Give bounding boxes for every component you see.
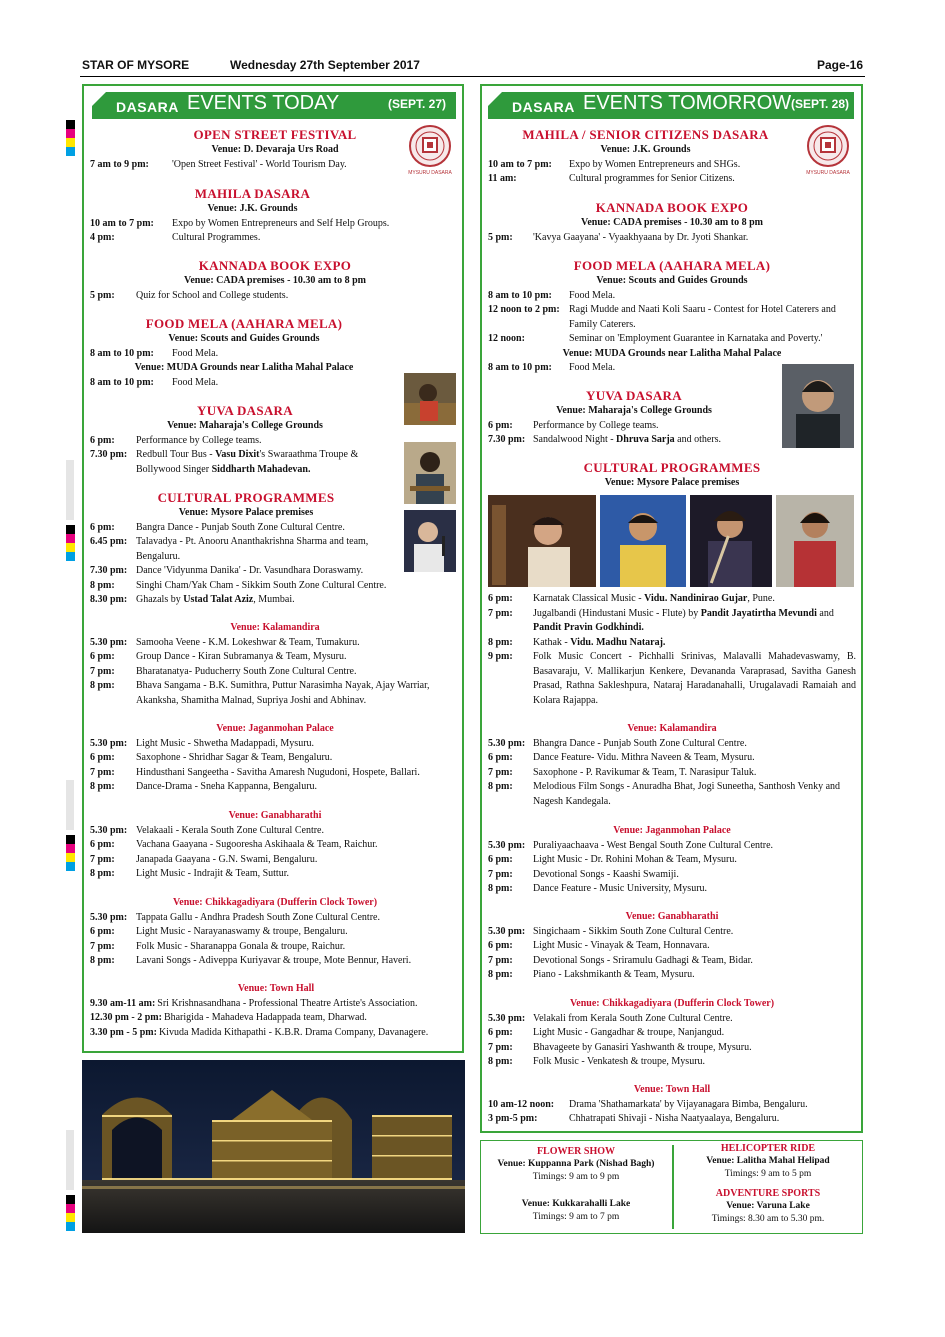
section-venue: Venue: J.K. Grounds xyxy=(600,144,691,155)
event-row: 7 pm: Saxophone - P. Ravikumar & Team, T. Narasipur Taluk. xyxy=(488,766,757,778)
event-row: 7.30 pm: Dance 'Vidyunma Danika' - Dr. Vasundhara Doraswamy. xyxy=(90,565,364,576)
section-venue: Venue: CADA premises - 10.30 am to 8 pm xyxy=(184,275,366,286)
event-row: 6 pm: Light Music - Dr. Rohini Mohan & Team, Mysuru. xyxy=(488,854,737,865)
event-row: 10 am to 7 pm: Expo by Women Entrepreneurs and Self Help Groups. xyxy=(90,217,390,229)
banner-prefix: DASARA xyxy=(512,99,575,115)
event-row: 8.30 pm: Ghazals by Ustad Talat Aziz, Mumbai. xyxy=(90,594,295,605)
banner-date: (SEPT. 28) xyxy=(791,97,850,111)
event-row: 8 pm: Singhi Cham/Yak Cham - Sikkim South Zone Cultural Centre. xyxy=(90,579,387,591)
venue-title: Venue: Town Hall xyxy=(237,983,315,994)
section-title: YUVA DASARA xyxy=(197,403,293,418)
event-row: 8 pm: Folk Music - Venkatesh & troupe, Mysuru. xyxy=(488,1056,706,1067)
venue-title: Venue: Town Hall xyxy=(633,1084,711,1095)
banner-date: (SEPT. 27) xyxy=(388,97,447,111)
flower-show-title: FLOWER SHOW xyxy=(536,1146,616,1157)
tomorrow-section-yuva xyxy=(488,388,780,448)
today-section-mahila xyxy=(90,186,415,246)
today-section-open-street xyxy=(90,127,460,172)
photo-madhu-nataraj xyxy=(776,495,854,587)
event-row: 8 am to 10 pm: Food Mela. xyxy=(488,362,616,373)
registration-gray xyxy=(66,780,74,830)
banner-title: EVENTS TOMORROW xyxy=(583,92,792,114)
event-row: 8 pm: Light Music - Indrajit & Team, Suttur. xyxy=(90,868,289,879)
paper-name: STAR OF MYSORE xyxy=(82,58,190,72)
event-row: 3.30 pm - 5 pm: Kivuda Madida Kithapathi - K.B.R. Drama Company, Davanagere. xyxy=(90,1026,429,1038)
event-row: 6 pm: Performance by College teams. xyxy=(488,419,659,431)
event-row: 8 am to 10 pm: Food Mela. xyxy=(90,376,219,388)
today-venue-town-hall xyxy=(90,982,462,1040)
events-tomorrow-banner xyxy=(488,92,854,119)
adventure-sports-title: ADVENTURE SPORTS xyxy=(715,1188,821,1199)
event-row: 9 pm: Folk Music Concert - Pichhalli Srinivas, Malavalli Mahadevaswamy, B. Basavaraju, V. Mallikarjun Kenkere, Devananda Varaprasad, Savitha Ganesh Prasad, Rathna Sakleshpura, Nataraj Haradanahalli, Urugalavadi Ramaiah and Kolara Rajappa. xyxy=(488,651,856,706)
event-row: 5.30 pm: Light Music - Shwetha Madappadi, Mysuru. xyxy=(90,737,315,749)
event-row: 8 pm: Kathak - Vidu. Madhu Nataraj. xyxy=(488,636,666,648)
illuminated-palace-photo xyxy=(82,1060,465,1233)
today-section-cultural xyxy=(90,490,462,608)
venue-title: Venue: Chikkagadiyara (Dufferin Clock Tower) xyxy=(172,897,378,908)
registration-marks xyxy=(66,525,75,561)
tomorrow-venue-ganabharathi xyxy=(488,910,856,983)
event-row: 12 noon: Seminar on 'Employment Guarantee in Karnataka and Poverty.' xyxy=(488,333,823,344)
photo-dhruva-sarja xyxy=(782,364,854,448)
venue-title: Venue: Jaganmohan Palace xyxy=(216,723,334,734)
event-row: 5 pm: Quiz for School and College students. xyxy=(90,289,289,301)
venue-title: Venue: Ganabharathi xyxy=(625,911,719,922)
photo-pravin-godkhindi xyxy=(690,495,772,587)
photo-nandinirao-gujar xyxy=(488,495,596,587)
logo-caption: MYSURU DASARA xyxy=(806,170,850,176)
event-row: 8 pm: Lavani Songs - Adiveppa Kuriyavar & troupe, Mote Bennur, Haveri. xyxy=(90,955,412,966)
venue-title: Venue: Kalamandira xyxy=(627,723,717,734)
section-venue: Venue: D. Devaraja Urs Road xyxy=(211,144,339,155)
banner-prefix: DASARA xyxy=(116,99,179,115)
helicopter-ride-box: HELICOPTER RIDE Venue: Lalitha Mahal Helipad Timings: 9 am to 5 pm ADVENTURE SPORTS Venue: Varuna Lake Timings: 8.30 am to 5.30 pm. xyxy=(674,1142,862,1226)
event-row: 7 pm: Folk Music - Sharanappa Gonala & troupe, Raichur. xyxy=(90,940,346,952)
today-section-yuva xyxy=(90,403,400,477)
mysuru-dasara-logo xyxy=(803,124,853,180)
issue-date: Wednesday 27th September 2017 xyxy=(230,58,420,72)
event-row: 7 am to 9 pm: 'Open Street Festival' - World Tourism Day. xyxy=(90,158,347,170)
tomorrow-venue-kalamandira xyxy=(488,722,856,809)
event-row: 7.30 pm: Redbull Tour Bus - Vasu Dixit's Swaraathma Troupe & Bollywood Singer Siddharth Mahadevan. xyxy=(90,449,359,475)
event-row: 8 pm: Dance Feature - Music University, Mysuru. xyxy=(488,883,708,894)
today-venue-ganabharathi xyxy=(90,809,460,882)
photo-vasu-dixit xyxy=(404,373,456,425)
event-row: 8 pm: Piano - Lakshmikanth & Team, Mysuru. xyxy=(488,969,695,980)
event-row: 8 pm: Bhava Sangama - B.K. Sumithra, Puttur Narasimha Nayak, Ajay Warriar, Akanksha, Shamitha Malnad, Supriya Joshi and Abhinav. xyxy=(90,680,430,706)
event-row: 6.45 pm: Talavadya - Pt. Anooru Ananthakrishna Sharma and team, Bengaluru. xyxy=(90,536,369,562)
section-venue: Venue: MUDA Grounds near Lalitha Mahal Palace xyxy=(134,362,354,373)
event-row: 7 pm: Janapada Gaayana - G.N. Swami, Bengaluru. xyxy=(90,853,318,865)
tomorrow-section-food-mela xyxy=(488,258,856,376)
event-row: 7 pm: Devotional Songs - Sriramulu Gadhagi & Team, Bidar. xyxy=(488,954,753,966)
tomorrow-section-cultural xyxy=(488,592,856,708)
event-row: 7 pm: Hindusthani Sangeetha - Savitha Amaresh Nugudoni, Hospete, Ballari. xyxy=(90,766,420,778)
event-row: 6 pm: Saxophone - Shridhar Sagar & Team, Bengaluru. xyxy=(90,752,333,763)
banner-title: EVENTS TODAY xyxy=(187,92,340,114)
tomorrow-venue-town-hall xyxy=(488,1083,856,1127)
event-row: 6 pm: Bangra Dance - Punjab South Zone Cultural Centre. xyxy=(90,521,345,533)
flower-show-box: FLOWER SHOW Venue: Kuppanna Park (Nishad Bagh) Timings: 9 am to 9 pm Venue: Kukkarahalli Lake Timings: 9 am to 7 pm xyxy=(481,1145,671,1224)
section-title: OPEN STREET FESTIVAL xyxy=(193,127,357,142)
registration-marks xyxy=(66,1195,75,1231)
event-row: 3 pm-5 pm: Chhatrapati Shivaji - Nisha Naatyaalaya, Bengaluru. xyxy=(488,1113,780,1124)
event-row: 6 pm: Light Music - Gangadhar & troupe, Nanjangud. xyxy=(488,1027,725,1038)
section-venue: Venue: Mysore Palace premises xyxy=(178,507,314,518)
helicopter-ride-title: HELICOPTER RIDE xyxy=(720,1143,816,1154)
event-row: 5.30 pm: Samooha Veene - K.M. Lokeshwar & Team, Tumakuru. xyxy=(90,636,360,648)
event-row: 8 pm: Dance-Drama - Sneha Kappanna, Bengaluru. xyxy=(90,781,318,792)
event-row: 12 noon to 2 pm: Ragi Mudde and Naati Koli Saaru - Contest for Hotel Caterers and Family Caterers. xyxy=(488,304,836,330)
today-venue-kalamandira xyxy=(90,621,460,708)
event-row: 6 pm: Performance by College teams. xyxy=(90,434,262,446)
event-row: 6 pm: Light Music - Vinayak & Team, Honnavara. xyxy=(488,940,710,951)
tomorrow-venue-clock-tower xyxy=(488,997,856,1070)
section-title: YUVA DASARA xyxy=(586,388,682,403)
today-venue-clock-tower xyxy=(90,896,460,969)
event-row: 6 pm: Vachana Gaayana - Sugooresha Askihaala & Team, Raichur. xyxy=(90,839,378,850)
section-title: KANNADA BOOK EXPO xyxy=(198,258,352,273)
venue-title: Venue: Jaganmohan Palace xyxy=(613,825,731,836)
event-row: 5.30 pm: Puraliyaachaava - West Bengal South Zone Cultural Centre. xyxy=(488,839,774,851)
today-venue-jaganmohan xyxy=(90,722,460,795)
event-row: 6 pm: Light Music - Narayanaswamy & troupe, Bengaluru. xyxy=(90,926,348,937)
info-boxes xyxy=(480,1140,863,1234)
venue-title: Venue: Chikkagadiyara (Dufferin Clock Tower) xyxy=(569,998,775,1009)
registration-marks xyxy=(66,835,75,871)
event-row: 6 pm: Karnatak Classical Music - Vidu. Nandinirao Gujar, Pune. xyxy=(488,593,775,604)
section-venue: Venue: J.K. Grounds xyxy=(207,203,298,214)
section-title: KANNADA BOOK EXPO xyxy=(595,200,749,215)
registration-gray xyxy=(66,460,74,520)
event-row: 5 pm: 'Kavya Gaayana' - Vyaakhyaana by Dr. Jyoti Shankar. xyxy=(488,231,749,243)
event-row: 7 pm: Jugalbandi (Hindustani Music - Flute) by Pandit Jayatirtha Mevundi and Pandit Pravin Godkhindi. xyxy=(488,607,834,633)
section-venue: Venue: Maharaja's College Grounds xyxy=(167,420,323,431)
section-venue: Venue: Scouts and Guides Grounds xyxy=(596,275,748,286)
event-row: 5.30 pm: Velakali from Kerala South Zone Cultural Centre. xyxy=(488,1012,733,1024)
logo-caption: MYSURU DASARA xyxy=(408,170,452,176)
masthead xyxy=(80,56,865,77)
event-row: 5.30 pm: Tappata Gallu - Andhra Pradesh South Zone Cultural Centre. xyxy=(90,911,380,923)
section-title: CULTURAL PROGRAMMES xyxy=(157,490,335,505)
event-row: 10 am-12 noon: Drama 'Shathamarkata' by Vijayanagara Bimba, Bengaluru. xyxy=(488,1098,808,1110)
tomorrow-venue-jaganmohan xyxy=(488,824,856,897)
photo-jayatirtha-mevundi xyxy=(600,495,686,587)
registration-marks xyxy=(66,120,75,156)
event-row: 4 pm: Cultural Programmes. xyxy=(90,232,261,243)
section-title: FOOD MELA (AAHARA MELA) xyxy=(573,258,771,273)
section-venue: Venue: Maharaja's College Grounds xyxy=(556,405,712,416)
event-row: 6 pm: Dance Feature- Vidu. Mithra Naveen & Team, Mysuru. xyxy=(488,752,755,763)
event-row: 10 am to 7 pm: Expo by Women Entrepreneurs and SHGs. xyxy=(488,158,741,170)
today-section-book-expo xyxy=(90,258,460,303)
event-row: 11 am: Cultural programmes for Senior Citizens. xyxy=(488,173,735,184)
section-title: FOOD MELA (AAHARA MELA) xyxy=(145,316,343,331)
registration-gray xyxy=(66,1130,74,1190)
tomorrow-section-mahila xyxy=(488,127,803,187)
event-row: 5.30 pm: Singichaam - Sikkim South Zone Cultural Centre. xyxy=(488,925,734,937)
venue-title: Venue: Ganabharathi xyxy=(228,810,322,821)
event-row: 6 pm: Group Dance - Kiran Subramanya & Team, Mysuru. xyxy=(90,651,347,662)
tomorrow-section-book-expo xyxy=(488,200,856,245)
section-venue: Venue: CADA premises - 10.30 am to 8 pm xyxy=(581,217,763,228)
event-row: 7 pm: Devotional Songs - Kaashi Swamiji. xyxy=(488,868,679,880)
event-row: 5.30 pm: Bhangra Dance - Punjab South Zone Cultural Centre. xyxy=(488,737,747,749)
event-row: 8 am to 10 pm: Food Mela. xyxy=(488,289,616,301)
section-title: MAHILA DASARA xyxy=(194,186,311,201)
tomorrow-section-cultural-header xyxy=(488,460,856,491)
page-number: Page-16 xyxy=(816,58,863,72)
today-section-food-mela xyxy=(90,316,398,390)
events-today-banner xyxy=(92,92,456,119)
event-row: 7 pm: Bharatanatya- Puducherry South Zone Cultural Centre. xyxy=(90,665,357,677)
section-venue: Venue: MUDA Grounds near Lalitha Mahal Palace xyxy=(562,347,782,359)
section-venue: Venue: Mysore Palace premises xyxy=(604,477,740,488)
event-row: 5.30 pm: Velakaali - Kerala South Zone Cultural Centre. xyxy=(90,824,324,836)
event-row: 7.30 pm: Sandalwood Night - Dhruva Sarja and others. xyxy=(488,434,722,445)
event-row: 8 am to 10 pm: Food Mela. xyxy=(90,347,219,359)
section-title: CULTURAL PROGRAMMES xyxy=(583,460,761,475)
venue-title: Venue: Kalamandira xyxy=(230,622,320,633)
event-row: 9.30 am-11 am: Sri Krishnasandhana - Professional Theatre Artiste's Association. xyxy=(90,997,418,1009)
event-row: 7 pm: Bhavageete by Ganasiri Yashwanth & troupe, Mysuru. xyxy=(488,1041,752,1053)
section-venue: Venue: Scouts and Guides Grounds xyxy=(168,333,320,344)
event-row: 12.30 pm - 2 pm: Bharigida - Mahadeva Hadappada team, Dharwad. xyxy=(90,1012,367,1023)
section-title: MAHILA / SENIOR CITIZENS DASARA xyxy=(522,127,769,142)
event-row: 8 pm: Melodious Film Songs - Anuradha Bhat, Jogi Suneetha, Santhosh Venky and Nagesh Kandegala. xyxy=(488,781,841,807)
